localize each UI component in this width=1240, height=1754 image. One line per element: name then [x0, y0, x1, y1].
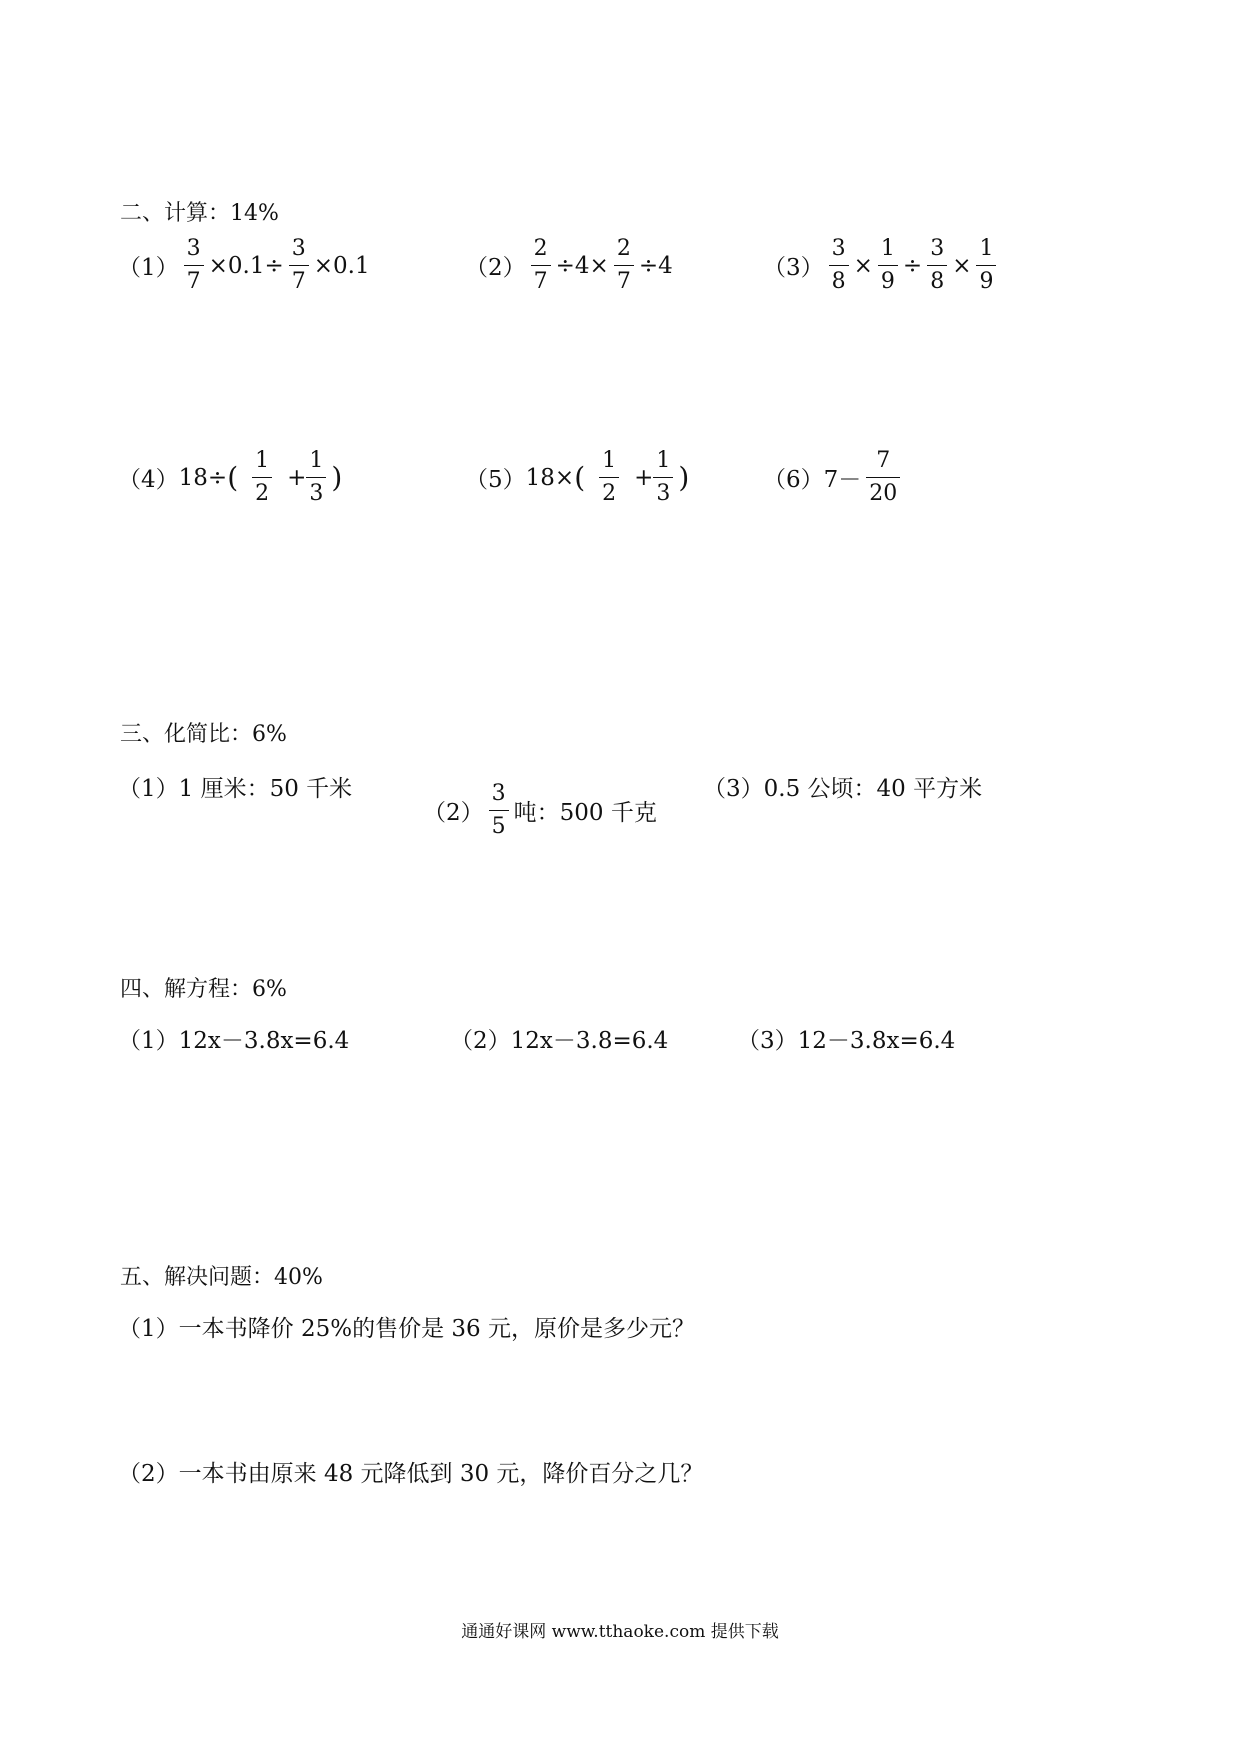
section-2-title: 二、计算：14% [120, 201, 279, 226]
item-label: （6） [763, 467, 824, 493]
item-label: （3） [763, 255, 824, 281]
calc-item-5 [465, 450, 689, 505]
fraction: $\frac{1}{3}$ [653, 450, 673, 505]
ratio-item-2 [423, 783, 657, 838]
expression-text: ÷4 [638, 252, 673, 279]
expression-text: ÷4× [555, 252, 609, 279]
operator: ÷ [902, 252, 923, 279]
expression-text: ×0.1 [313, 252, 370, 279]
calc-item-6 [763, 450, 905, 505]
ratio-item-3: （3）0.5 公顷：40 平方米 [703, 776, 983, 802]
equation-item-2: （2）12x－3.8=6.4 [450, 1028, 669, 1054]
calc-item-1 [118, 238, 370, 293]
right-paren: ) [331, 460, 343, 494]
equation-item-1: （1）12x－3.8x=6.4 [118, 1028, 350, 1054]
fraction: $\frac{3}{8}$ [829, 238, 849, 293]
fraction: $\frac{1}{9}$ [878, 238, 898, 293]
fraction: $\frac{7}{20}$ [866, 450, 900, 505]
expression-text: 18÷ [178, 464, 228, 491]
fraction: $\frac{1}{9}$ [976, 238, 996, 293]
operator: + [634, 464, 654, 491]
fraction: $\frac{1}{2}$ [599, 450, 619, 505]
expression-text: ×0.1÷ [208, 252, 284, 279]
calc-item-3 [763, 238, 1001, 293]
item-label: （1） [118, 255, 179, 281]
expression-text: 18× [525, 464, 575, 491]
operator: + [287, 464, 307, 491]
section-5-title: 五、解决问题：40% [120, 1265, 323, 1290]
item-label: （4） [118, 467, 179, 493]
problem-item-2: （2）一本书由原来 48 元降低到 30 元，降价百分之几？ [118, 1461, 704, 1487]
item-label: （2） [423, 800, 484, 826]
item-label: （2） [465, 255, 526, 281]
fraction: $\frac{3}{5}$ [489, 783, 509, 838]
fraction: $\frac{3}{7}$ [289, 238, 309, 293]
fraction: $\frac{2}{7}$ [614, 238, 634, 293]
section-3-title: 三、化简比：6% [120, 722, 287, 747]
expression-text: 吨：500 千克 [513, 800, 657, 826]
expression-text: 7－ [823, 467, 862, 493]
problem-item-1: （1）一本书降价 25%的售价是 36 元，原价是多少元？ [118, 1316, 695, 1342]
ratio-item-1: （1）1 厘米：50 千米 [118, 776, 353, 802]
operator: × [853, 252, 873, 279]
fraction: $\frac{2}{7}$ [531, 238, 551, 293]
calc-item-2 [465, 238, 673, 293]
fraction: $\frac{1}{3}$ [306, 450, 326, 505]
section-4-title: 四、解方程：6% [120, 977, 287, 1002]
left-paren: ( [574, 460, 586, 494]
item-label: （5） [465, 467, 526, 493]
left-paren: ( [227, 460, 239, 494]
equation-item-3: （3）12－3.8x=6.4 [737, 1028, 956, 1054]
operator: × [952, 252, 972, 279]
page-footer: 通通好课网 www.tthaoke.com 提供下载 [461, 1622, 779, 1642]
fraction: $\frac{3}{7}$ [184, 238, 204, 293]
calc-item-4 [118, 450, 342, 505]
fraction: $\frac{3}{8}$ [927, 238, 947, 293]
fraction: $\frac{1}{2}$ [252, 450, 272, 505]
right-paren: ) [678, 460, 690, 494]
